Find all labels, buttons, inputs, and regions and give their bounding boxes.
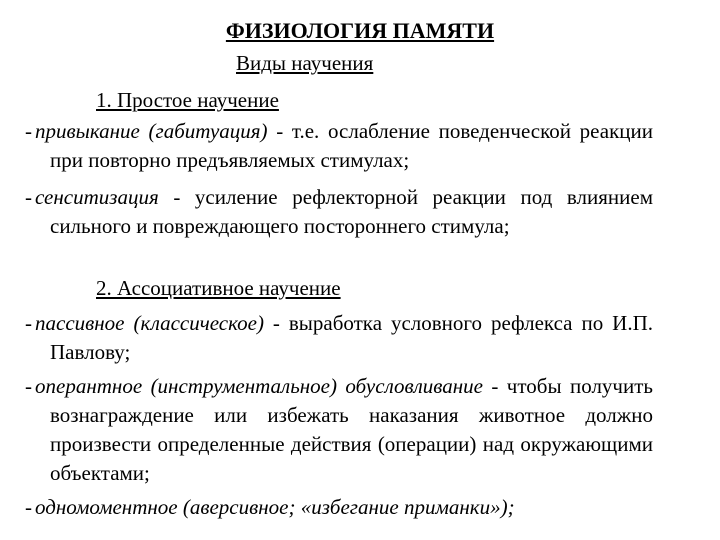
list-dash: - [25,119,32,143]
list-item [25,309,653,367]
list-dash: - [25,311,32,335]
list-item-term: привыкание (габитуация) [35,119,268,143]
list-item-body [25,117,653,175]
list-item-term: одномоментное (аверсивное; «избегание приманки»); [35,495,515,519]
subtitle: Виды научения [236,51,374,75]
list-item-text: - выработка условного рефлекса по И.П. Павлову; [50,311,653,364]
section-heading-simple: 1. Простое научение [96,88,279,112]
list-item-body [25,493,653,522]
list-item-text: - усиление рефлекторной реакции под влиянием сильного и повреждающего постороннего стимула; [50,185,653,238]
list-dash: - [25,374,32,398]
list-item [25,117,653,175]
list-item [25,183,653,241]
list-item-text: - т.е. ослабление поведенческой реакции при повторно предъявляемых стимулах; [50,119,653,172]
section-heading-associative: 2. Ассоциативное научение [96,276,341,300]
list-item-body [25,309,653,367]
list-item [25,493,653,522]
list-item-term: оперантное (инструментальное) обусловливание [35,374,483,398]
list-item [25,372,653,488]
list-dash: - [25,495,32,519]
list-item-body [25,372,653,488]
list-item-body [25,183,653,241]
list-item-term: сенситизация [35,185,159,209]
page-title: ФИЗИОЛОГИЯ ПАМЯТИ [225,18,495,43]
list-dash: - [25,185,32,209]
list-item-term: пассивное (классическое) [35,311,264,335]
list-item-text: - чтобы получить вознаграждение или избежать наказания животное должно произвести определенные действия (операции) над окружающими объектами; [50,374,653,485]
